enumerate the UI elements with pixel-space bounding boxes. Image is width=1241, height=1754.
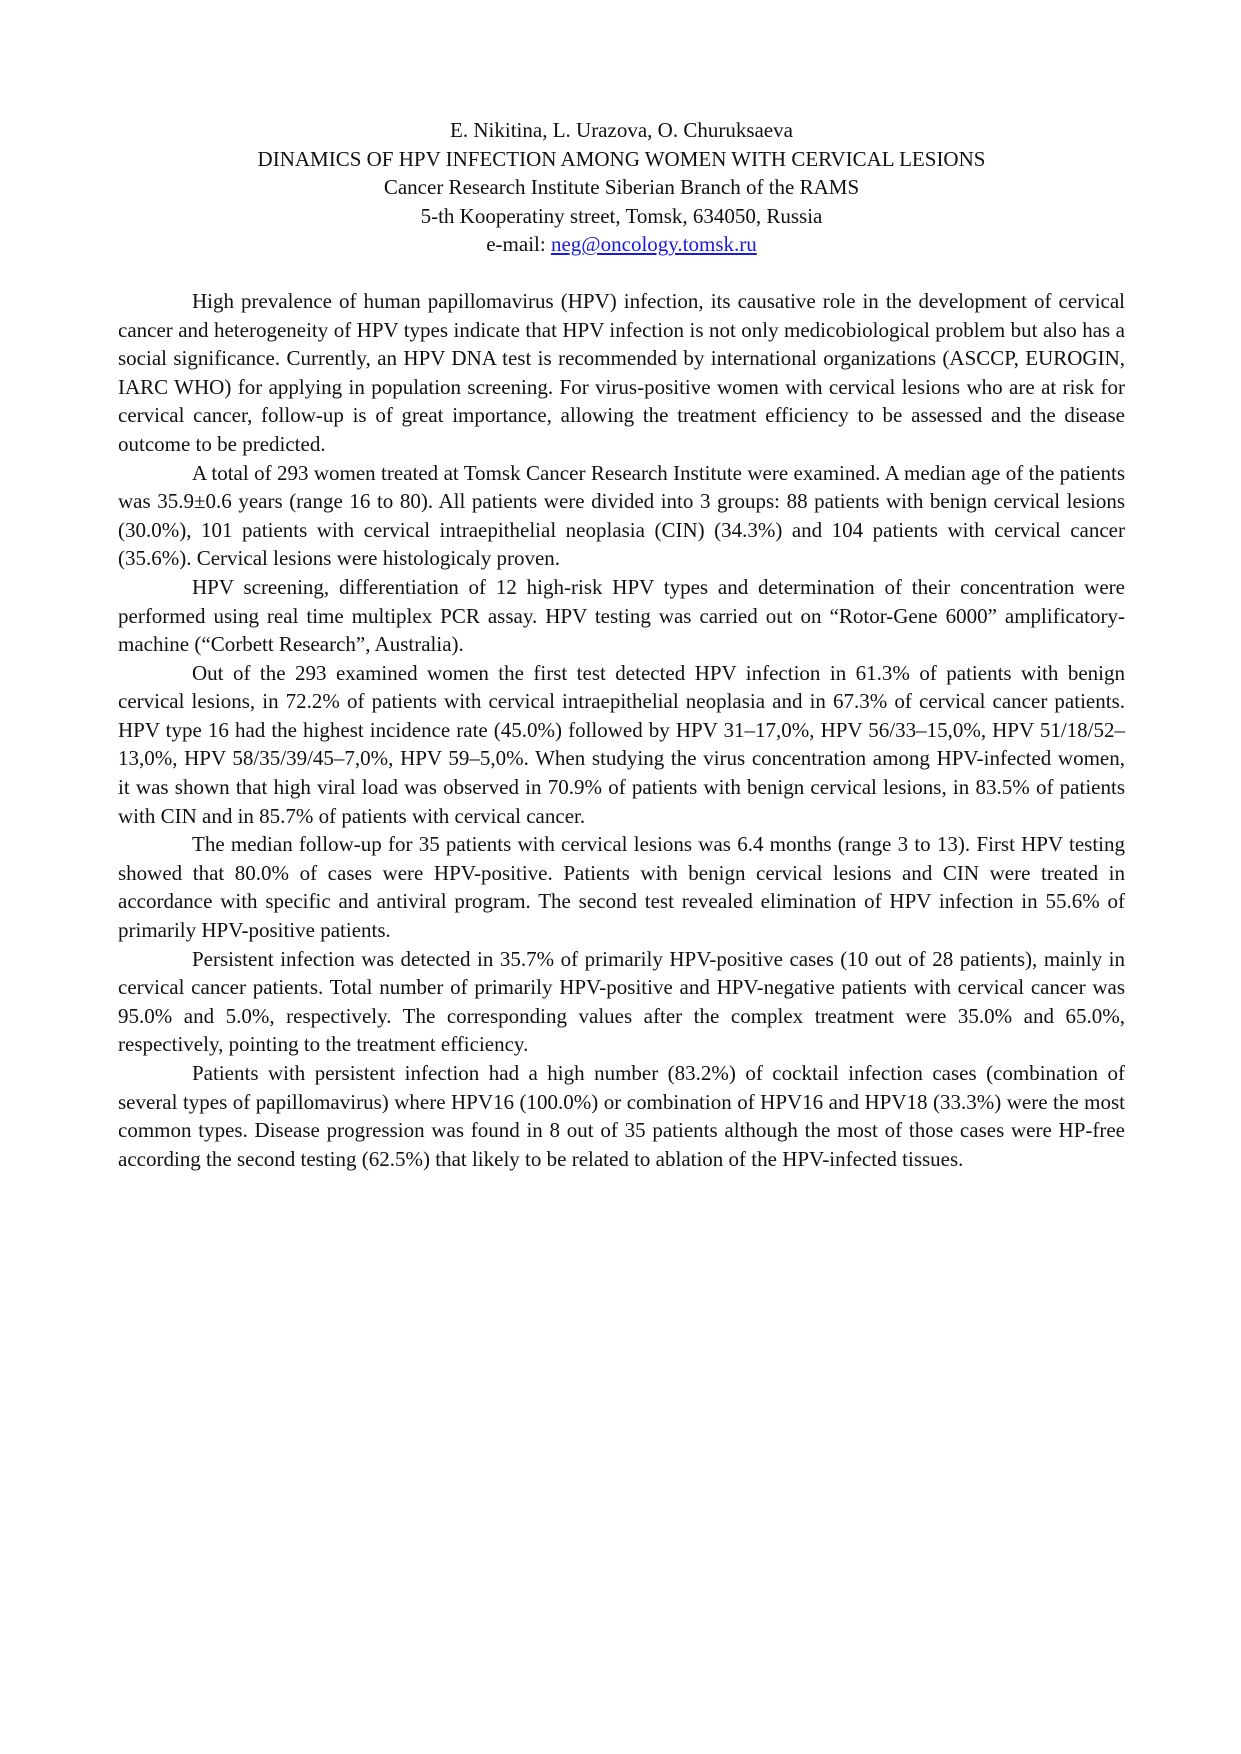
paragraph-follow-up: The median follow-up for 35 patients with cervical lesions was 6.4 months (range 3 to 13). First HPV testing showed that 80.0% of cases were HPV-positive. Patients with benign cervical lesions and CIN were treated in accordance with specific and antiviral program. The second test revealed elimination of HPV infection in 55.6% of primarily HPV-positive patients. <box>118 832 1125 943</box>
email-line <box>118 230 1125 259</box>
paragraph-conclusion: Patients with persistent infection had a high number (83.2%) of cocktail infection cases (combination of several types of papillomavirus) where HPV16 (100.0%) or combination of HPV16 and HPV18 (33.3%) were the most common types. Disease progression was found in 8 out of 35 patients although the most of those cases were HP-free according the second testing (62.5%) that likely to be related to ablation of the HPV-infected tissues. <box>118 1061 1125 1171</box>
authors: E. Nikitina, L. Urazova, O. Churuksaeva <box>450 118 793 142</box>
paragraph-methods: HPV screening, differentiation of 12 high-risk HPV types and determination of their concentration were performed using real time multiplex PCR assay. HPV testing was carried out on “Rotor-Gene 6000” amplificatory-machine (“Corbett Research”, Australia). <box>118 574 1125 657</box>
paper-title: DINAMICS OF HPV INFECTION AMONG WOMEN WITH CERVICAL LESIONS <box>257 146 986 171</box>
paragraph-persistent-infection: Persistent infection was detected in 35.7% of primarily HPV-positive cases (10 out of 28 patients), mainly in cervical cancer patients. Total number of primarily HPV-positive and HPV-negative patients with cervical cancer was 95.0% and 5.0%, respectively. The corresponding values after the complex treatment were 35.0% and 65.0%, respectively, pointing to the treatment efficiency. <box>118 946 1125 1057</box>
document-page <box>118 116 1125 1173</box>
institution: Cancer Research Institute Siberian Branch of the RAMS <box>383 175 860 200</box>
paragraph-patients: A total of 293 women treated at Tomsk Cancer Research Institute were examined. A median age of the patients was 35.9±0.6 years (range 16 to 80). All patients were divided into 3 groups: 88 patients with benign cervical lesions (30.0%), 101 patients with cervical intraepithelial neoplasia (CIN) (34.3%) and 104 patients with cervical cancer (35.6%). Cervical lesions were histologicaly proven. <box>118 460 1125 571</box>
abstract-body <box>118 287 1125 1173</box>
address: 5-th Kooperatiny street, Tomsk, 634050, Russia <box>420 203 823 228</box>
email-link[interactable]: neg@oncology.tomsk.ru <box>550 232 757 257</box>
paper-header <box>118 116 1125 259</box>
paragraph-results-prevalence: Out of the 293 examined women the first test detected HPV infection in 61.3% of patients with benign cervical lesions, in 72.2% of patients with cervical intraepithelial neoplasia and in 67.3% of cervical cancer patients. HPV type 16 had the highest incidence rate (45.0%) followed by HPV 31–17,0%, HPV 56/33–15,0%, HPV 51/18/52–13,0%, HPV 58/35/39/45–7,0%, HPV 59–5,0%. When studying the virus concentration among HPV-infected women, it was shown that high viral load was observed in 70.9% of patients with benign cervical lesions, in 83.5% of patients with CIN and in 85.7% of patients with cervical cancer. <box>118 660 1125 828</box>
paragraph-introduction: High prevalence of human papillomavirus (HPV) infection, its causative role in the development of cervical cancer and heterogeneity of HPV types indicate that HPV infection is not only medicobiological problem but also has a social significance. Currently, an HPV DNA test is recommended by international organizations (ASCCP, EUROGIN, IARC WHO) for applying in population screening. For virus-positive women with cervical lesions who are at risk for cervical cancer, follow-up is of great importance, allowing the treatment efficiency to be assessed and the disease outcome to be predicted. <box>118 288 1125 456</box>
email-label: e-mail: <box>486 232 551 257</box>
